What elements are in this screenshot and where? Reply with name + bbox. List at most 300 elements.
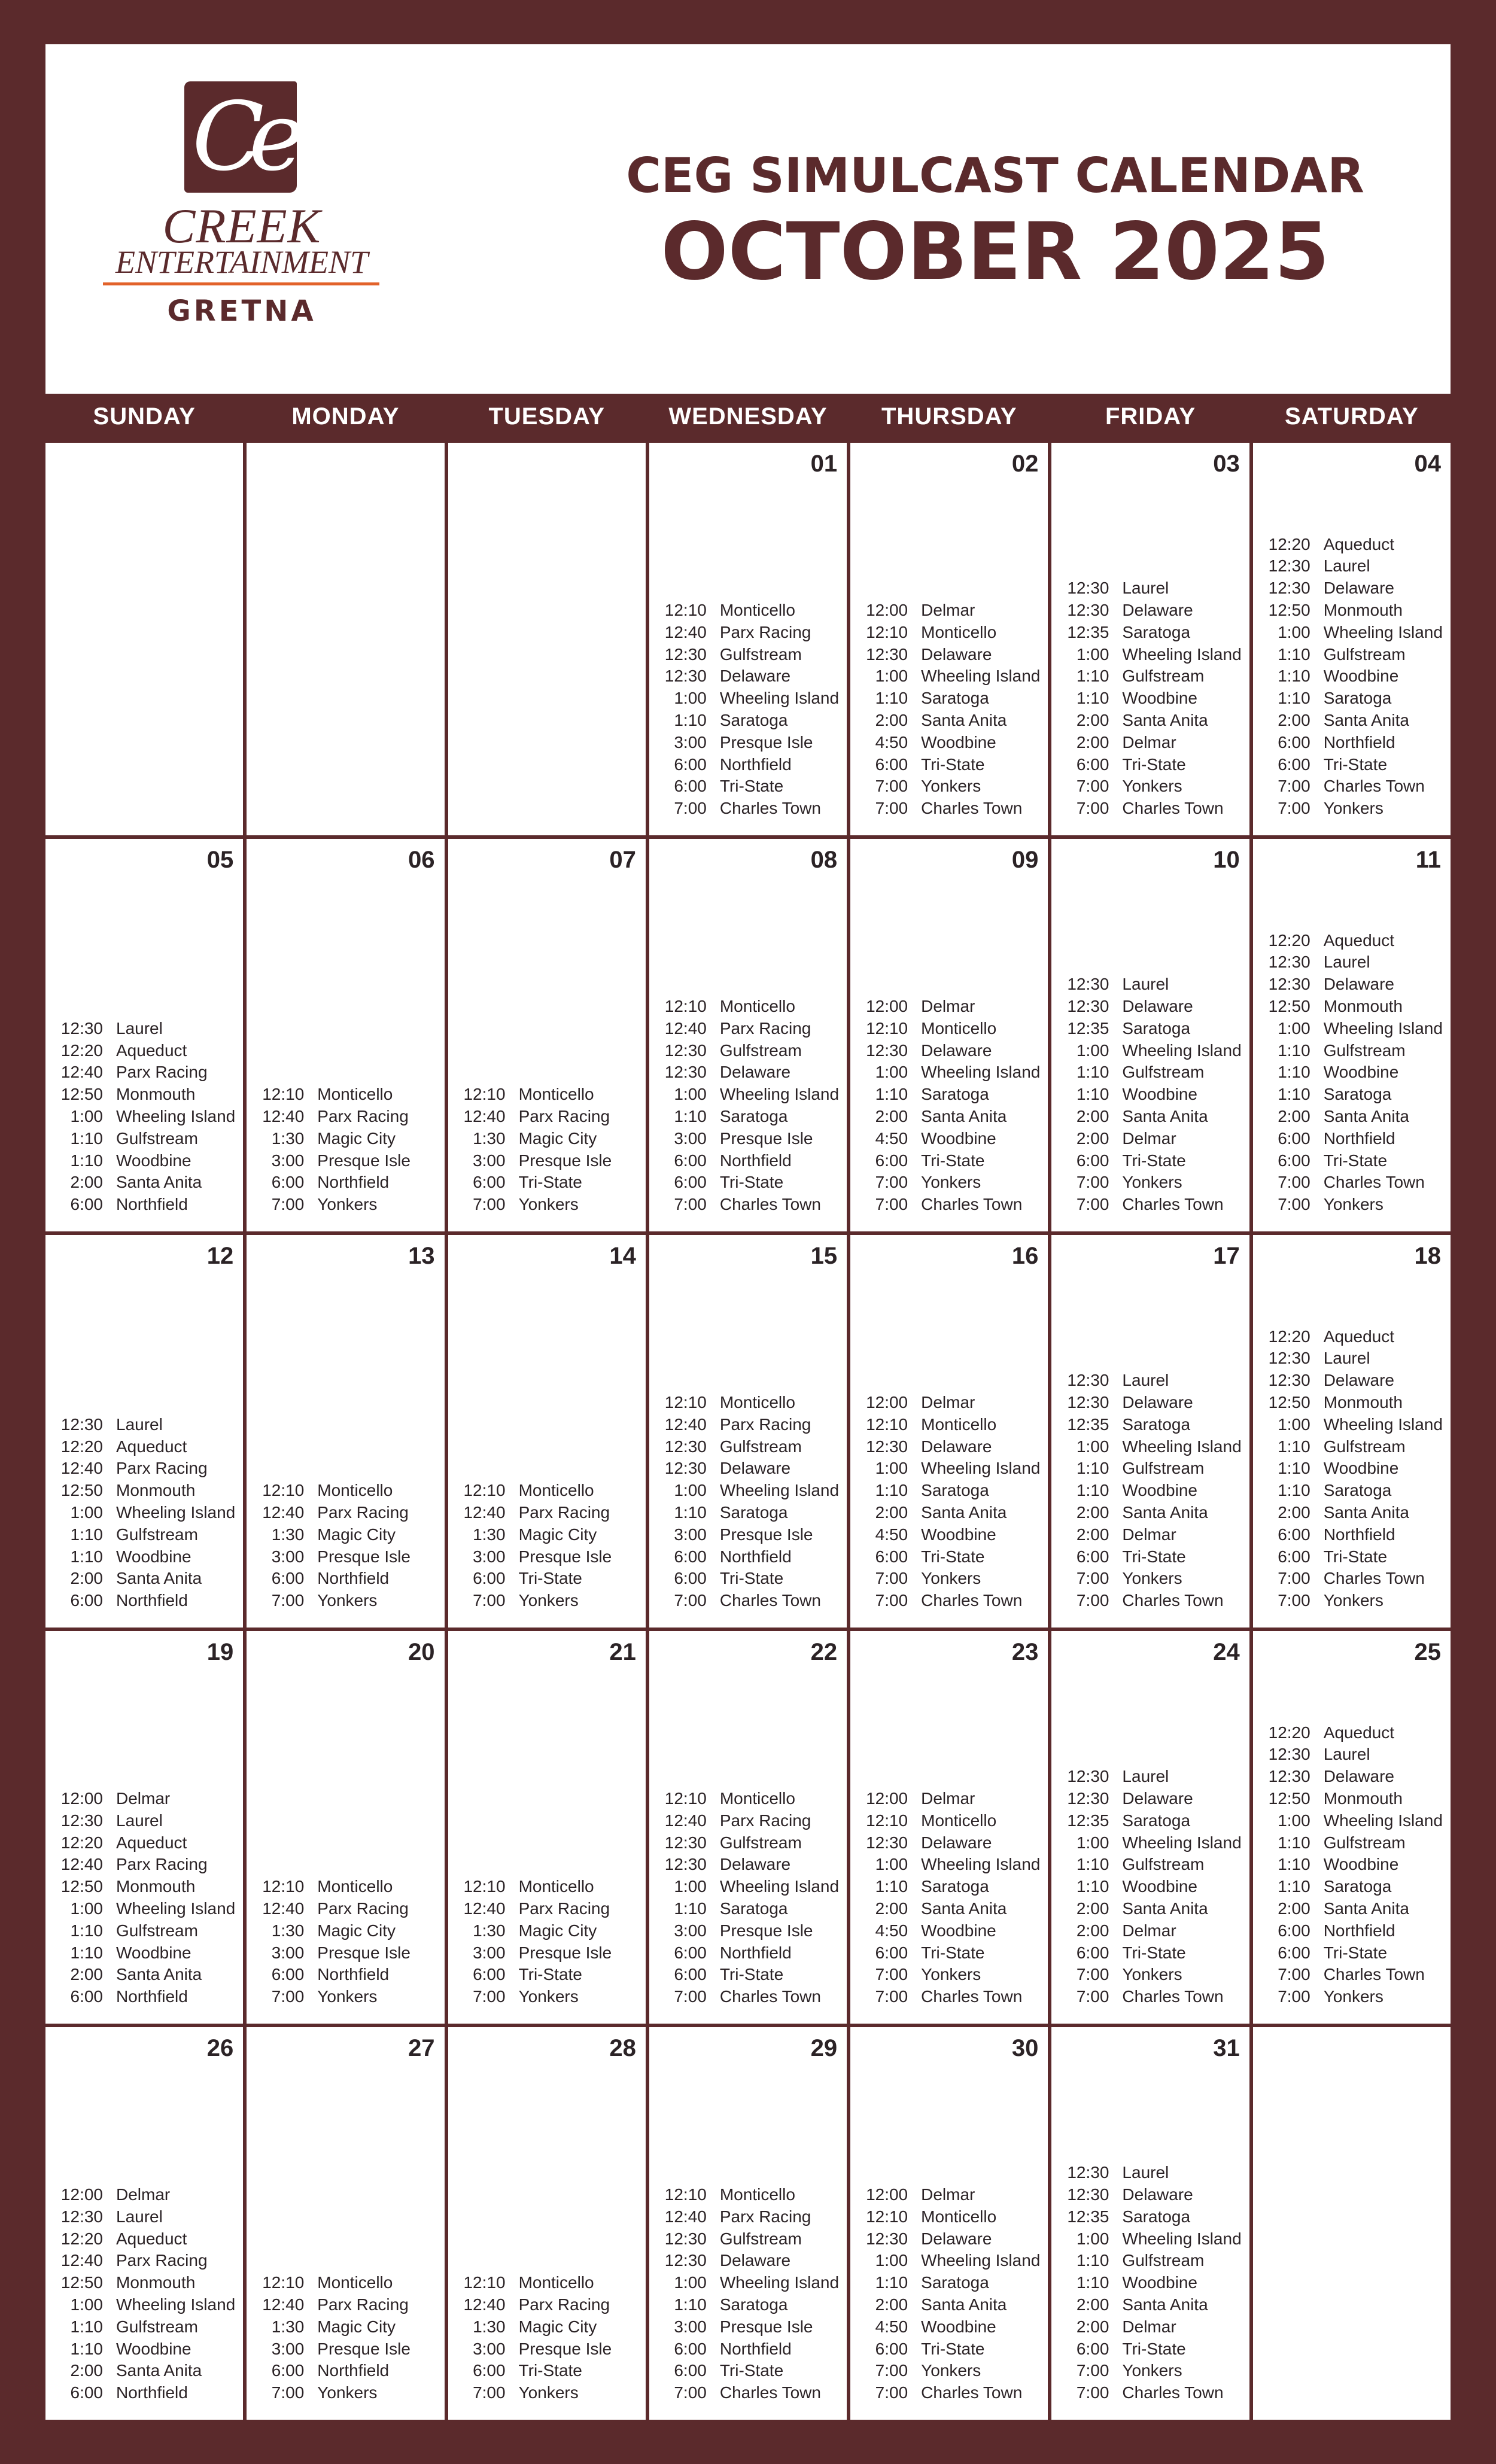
race-entry: [448, 2316, 646, 2338]
race-post-time: 1:00: [875, 1855, 908, 1874]
race-track-name: Yonkers: [317, 1987, 378, 2006]
race-track-name: Yonkers: [317, 2383, 378, 2402]
race-post-time: 12:30: [1067, 1789, 1109, 1808]
race-entry: [649, 1502, 847, 1524]
race-track-name: Santa Anita: [1323, 1107, 1409, 1126]
race-entry: [1253, 1766, 1451, 1788]
race-post-time: 12:00: [60, 2185, 103, 2204]
race-track-name: Charles Town: [921, 1987, 1023, 2006]
race-track-name: Woodbine: [1323, 667, 1399, 686]
race-entry: [448, 1942, 646, 1964]
race-track-name: Wheeling Island: [921, 2251, 1041, 2270]
race-entry: [1051, 1128, 1249, 1150]
race-track-name: Wheeling Island: [921, 1063, 1041, 1082]
race-track-name: Delaware: [719, 1855, 791, 1874]
race-entry: [1253, 1964, 1451, 1986]
race-entry: [45, 2272, 243, 2294]
race-post-time: 12:10: [262, 1877, 305, 1896]
race-track-name: Aqueduct: [116, 1041, 187, 1060]
race-track-name: Northfield: [317, 2361, 390, 2380]
race-post-time: 6:00: [1278, 1525, 1310, 1544]
race-entry: [649, 1964, 847, 1986]
race-track-name: Laurel: [1122, 975, 1169, 994]
race-entry: [649, 1458, 847, 1480]
race-post-time: 12:30: [664, 644, 707, 664]
race-post-time: 1:10: [1278, 644, 1310, 664]
race-track-name: Santa Anita: [1323, 1899, 1409, 1918]
race-track-name: Delaware: [719, 1063, 791, 1082]
race-entry: [1253, 1392, 1451, 1414]
race-schedule-list: [850, 1788, 1048, 2008]
race-entry: [850, 1392, 1048, 1414]
race-schedule-list: [1253, 1722, 1451, 2008]
race-entry: [45, 2338, 243, 2360]
creek-entertainment-logo: [104, 72, 379, 395]
race-entry: [850, 1436, 1048, 1458]
race-entry: [1051, 1414, 1249, 1436]
race-track-name: Magic City: [518, 1921, 597, 1940]
race-track-name: Magic City: [317, 1525, 396, 1544]
race-entry: [1051, 2250, 1249, 2272]
empty-day-cell: [45, 443, 243, 835]
race-entry: [1253, 1876, 1451, 1898]
race-track-name: Yonkers: [1122, 1965, 1182, 1984]
race-post-time: 2:00: [70, 1965, 103, 1984]
race-track-name: Monticello: [921, 1018, 997, 1038]
race-post-time: 6:00: [674, 2361, 707, 2380]
race-track-name: Delmar: [921, 997, 975, 1016]
race-track-name: Woodbine: [921, 1128, 996, 1148]
race-track-name: Charles Town: [921, 1591, 1023, 1610]
day-cell-12: [45, 1235, 243, 1628]
race-track-name: Wheeling Island: [719, 1481, 840, 1500]
race-track-name: Saratoga: [1323, 1877, 1392, 1896]
race-post-time: 7:00: [875, 1195, 908, 1214]
race-track-name: Yonkers: [1323, 1591, 1384, 1610]
weekday-header-saturday: SATURDAY: [1253, 394, 1451, 439]
day-cell-08: [649, 839, 847, 1231]
race-post-time: 12:10: [664, 601, 707, 620]
race-track-name: Parx Racing: [719, 1414, 811, 1434]
race-post-time: 3:00: [271, 1943, 305, 1962]
race-post-time: 6:00: [674, 1547, 707, 1566]
race-track-name: Yonkers: [921, 1569, 981, 1588]
race-post-time: 12:30: [1268, 1745, 1310, 1764]
race-post-time: 1:00: [875, 1459, 908, 1478]
race-entry: [649, 798, 847, 820]
race-post-time: 12:20: [60, 1437, 103, 1456]
race-post-time: 1:10: [1278, 1085, 1310, 1104]
race-track-name: Delaware: [921, 644, 992, 664]
race-entry: [850, 2272, 1048, 2294]
race-track-name: Wheeling Island: [1323, 1811, 1443, 1830]
race-post-time: 6:00: [674, 1943, 707, 1962]
race-track-name: Woodbine: [116, 1547, 191, 1566]
race-post-time: 7:00: [674, 2383, 707, 2402]
race-entry: [850, 1788, 1048, 1810]
race-entry: [448, 2382, 646, 2404]
logo-location: GRETNA: [167, 294, 317, 328]
race-track-name: Northfield: [719, 1151, 792, 1170]
race-entry: [850, 1942, 1048, 1964]
race-track-name: Tri-State: [518, 1965, 582, 1984]
race-track-name: Parx Racing: [317, 1503, 409, 1522]
race-entry: [247, 1480, 444, 1502]
day-number: 18: [1414, 1243, 1441, 1269]
race-track-name: Wheeling Island: [1323, 622, 1443, 641]
race-post-time: 1:10: [1076, 1459, 1109, 1478]
race-track-name: Parx Racing: [317, 1107, 409, 1126]
race-post-time: 1:30: [271, 1525, 305, 1544]
day-cell-21: [448, 1631, 646, 2024]
race-track-name: Parx Racing: [116, 1459, 208, 1478]
logo-name-line2: ENTERTAINMENT: [115, 244, 369, 280]
race-post-time: 4:50: [875, 732, 908, 752]
race-post-time: 7:00: [875, 1569, 908, 1588]
race-post-time: 6:00: [1278, 1151, 1310, 1170]
day-number: 03: [1213, 451, 1240, 477]
race-track-name: Presque Isle: [317, 1943, 411, 1962]
race-track-name: Woodbine: [1122, 1085, 1197, 1104]
race-post-time: 3:00: [473, 2339, 506, 2358]
race-track-name: Delmar: [1122, 1921, 1176, 1940]
race-entry: [247, 1172, 444, 1194]
day-number: 19: [206, 1639, 234, 1665]
race-track-name: Saratoga: [1122, 1414, 1191, 1434]
race-post-time: 1:10: [1076, 689, 1109, 708]
race-schedule-list: [1051, 577, 1249, 820]
race-post-time: 12:40: [60, 1855, 103, 1874]
race-post-time: 1:30: [473, 2317, 506, 2336]
race-track-name: Yonkers: [921, 2361, 981, 2380]
race-entry: [1051, 577, 1249, 600]
race-post-time: 1:10: [1076, 1877, 1109, 1896]
race-entry: [45, 1590, 243, 1612]
race-track-name: Aqueduct: [116, 1437, 187, 1456]
race-track-name: Woodbine: [921, 1525, 996, 1544]
race-track-name: Woodbine: [1122, 1877, 1197, 1896]
race-track-name: Monmouth: [116, 1481, 196, 1500]
race-entry: [45, 1502, 243, 1524]
day-cell-19: [45, 1631, 243, 2024]
race-track-name: Northfield: [719, 1547, 792, 1566]
race-post-time: 12:30: [1268, 556, 1310, 576]
race-track-name: Delaware: [1323, 1767, 1394, 1786]
race-post-time: 1:10: [875, 1085, 908, 1104]
race-entry: [850, 1128, 1048, 1150]
race-track-name: Yonkers: [1122, 2361, 1182, 2380]
race-entry: [1253, 1502, 1451, 1524]
race-track-name: Northfield: [116, 1987, 188, 2006]
day-number: 12: [206, 1243, 234, 1269]
race-entry: [45, 1061, 243, 1084]
day-number: 11: [1415, 847, 1441, 873]
race-track-name: Gulfstream: [1323, 1437, 1406, 1456]
race-track-name: Gulfstream: [116, 2317, 198, 2336]
race-track-name: Charles Town: [921, 799, 1023, 818]
race-entry: [1051, 1502, 1249, 1524]
day-cell-24: [1051, 1631, 1249, 2024]
race-entry: [649, 1810, 847, 1832]
race-entry: [45, 2360, 243, 2382]
race-entry: [649, 1150, 847, 1172]
race-post-time: 12:20: [60, 2229, 103, 2248]
race-entry: [1051, 2294, 1249, 2316]
race-track-name: Delmar: [1122, 2317, 1176, 2336]
race-track-name: Northfield: [719, 2339, 792, 2358]
race-track-name: Saratoga: [719, 2295, 788, 2314]
race-entry: [1051, 732, 1249, 754]
race-post-time: 1:00: [875, 2251, 908, 2270]
race-entry: [247, 1964, 444, 1986]
race-track-name: Presque Isle: [518, 1943, 612, 1962]
race-post-time: 6:00: [1278, 1921, 1310, 1940]
race-entry: [1051, 600, 1249, 622]
race-track-name: Monticello: [719, 1789, 795, 1808]
race-post-time: 1:10: [1278, 1481, 1310, 1500]
race-post-time: 12:30: [60, 1811, 103, 1830]
race-entry: [850, 1964, 1048, 1986]
race-track-name: Santa Anita: [116, 1173, 202, 1192]
race-entry: [247, 1502, 444, 1524]
race-track-name: Tri-State: [1122, 2339, 1186, 2358]
race-entry: [45, 2228, 243, 2250]
race-post-time: 12:40: [60, 2251, 103, 2270]
race-entry: [649, 1392, 847, 1414]
race-track-name: Northfield: [116, 1591, 188, 1610]
day-cell-07: [448, 839, 646, 1231]
race-entry: [448, 1920, 646, 1942]
race-track-name: Gulfstream: [116, 1921, 198, 1940]
race-entry: [1051, 1964, 1249, 1986]
race-track-name: Delaware: [921, 1833, 992, 1852]
race-track-name: Santa Anita: [921, 711, 1007, 730]
race-track-name: Woodbine: [921, 732, 996, 752]
race-track-name: Delmar: [116, 2185, 171, 2204]
race-entry: [45, 1458, 243, 1480]
race-track-name: Woodbine: [116, 2339, 191, 2358]
race-track-name: Monticello: [518, 1085, 594, 1104]
race-schedule-list: [247, 1480, 444, 1612]
race-entry: [649, 1986, 847, 2008]
race-track-name: Saratoga: [1122, 1018, 1191, 1038]
race-schedule-list: [649, 1788, 847, 2008]
race-post-time: 12:50: [60, 1085, 103, 1104]
race-track-name: Parx Racing: [719, 622, 811, 641]
race-track-name: Parx Racing: [116, 1855, 208, 1874]
race-post-time: 12:40: [664, 1414, 707, 1434]
race-track-name: Wheeling Island: [116, 1107, 236, 1126]
race-entry: [1253, 622, 1451, 644]
race-entry: [850, 1920, 1048, 1942]
weekday-header-sunday: SUNDAY: [45, 394, 243, 439]
race-track-name: Northfield: [719, 1943, 792, 1962]
race-post-time: 2:00: [70, 1173, 103, 1192]
race-entry: [850, 665, 1048, 688]
race-track-name: Aqueduct: [116, 1833, 187, 1852]
race-post-time: 12:35: [1067, 1811, 1109, 1830]
race-track-name: Northfield: [116, 1195, 188, 1214]
race-post-time: 12:50: [1268, 1789, 1310, 1808]
race-track-name: Santa Anita: [1323, 711, 1409, 730]
race-track-name: Tri-State: [719, 2361, 784, 2380]
day-cell-22: [649, 1631, 847, 2024]
race-track-name: Delmar: [116, 1789, 171, 1808]
race-track-name: Gulfstream: [719, 1041, 802, 1060]
race-post-time: 12:30: [1268, 1371, 1310, 1390]
race-post-time: 12:30: [866, 1437, 908, 1456]
race-track-name: Yonkers: [317, 1591, 378, 1610]
race-post-time: 7:00: [1076, 1195, 1109, 1214]
race-entry: [247, 2316, 444, 2338]
race-post-time: 2:00: [1076, 1899, 1109, 1918]
race-entry: [1253, 1590, 1451, 1612]
race-entry: [1253, 1172, 1451, 1194]
race-track-name: Monticello: [719, 2185, 795, 2204]
day-cell-31: [1051, 2027, 1249, 2420]
race-post-time: 7:00: [674, 1987, 707, 2006]
race-entry: [850, 1502, 1048, 1524]
race-entry: [45, 1986, 243, 2008]
race-entry: [1253, 754, 1451, 776]
race-track-name: Charles Town: [1122, 2383, 1224, 2402]
race-post-time: 12:50: [1268, 997, 1310, 1016]
race-track-name: Wheeling Island: [921, 1855, 1041, 1874]
day-cell-28: [448, 2027, 646, 2420]
race-post-time: 7:00: [271, 1591, 305, 1610]
race-track-name: Santa Anita: [1323, 1503, 1409, 1522]
race-post-time: 6:00: [674, 1173, 707, 1192]
race-track-name: Charles Town: [1122, 799, 1224, 818]
race-entry: [850, 2184, 1048, 2206]
race-schedule-list: [1051, 2162, 1249, 2404]
race-track-name: Tri-State: [719, 777, 784, 796]
race-track-name: Santa Anita: [1122, 711, 1208, 730]
race-post-time: 1:10: [674, 1899, 707, 1918]
race-track-name: Yonkers: [518, 2383, 579, 2402]
race-entry: [45, 2316, 243, 2338]
race-post-time: 12:40: [262, 1899, 305, 1918]
calendar-title: OCTOBER 2025: [661, 206, 1330, 298]
race-entry: [45, 1854, 243, 1876]
race-entry: [1253, 534, 1451, 556]
race-entry: [1253, 555, 1451, 577]
race-post-time: 12:30: [664, 1459, 707, 1478]
race-entry: [649, 1546, 847, 1568]
race-post-time: 12:30: [1268, 579, 1310, 598]
race-track-name: Santa Anita: [116, 2361, 202, 2380]
race-post-time: 12:40: [664, 622, 707, 641]
race-post-time: 12:40: [463, 2295, 506, 2314]
race-entry: [649, 775, 847, 798]
race-track-name: Woodbine: [1323, 1855, 1399, 1874]
race-track-name: Magic City: [317, 1921, 396, 1940]
race-entry: [649, 665, 847, 688]
race-entry: [448, 1106, 646, 1128]
race-track-name: Delaware: [719, 1459, 791, 1478]
race-entry: [850, 2382, 1048, 2404]
race-entry: [1051, 798, 1249, 820]
race-track-name: Yonkers: [1323, 1195, 1384, 1214]
race-entry: [448, 1590, 646, 1612]
race-post-time: 3:00: [674, 1128, 707, 1148]
race-track-name: Yonkers: [1122, 1569, 1182, 1588]
race-track-name: Delaware: [719, 2251, 791, 2270]
race-post-time: 12:50: [1268, 601, 1310, 620]
race-entry: [649, 2228, 847, 2250]
race-post-time: 1:10: [1076, 1481, 1109, 1500]
race-track-name: Woodbine: [1122, 1481, 1197, 1500]
race-post-time: 12:35: [1067, 622, 1109, 641]
race-track-name: Delmar: [921, 2185, 975, 2204]
race-entry: [1253, 1524, 1451, 1546]
race-track-name: Parx Racing: [518, 1899, 610, 1918]
race-entry: [1051, 1172, 1249, 1194]
day-cell-15: [649, 1235, 847, 1628]
race-schedule-list: [448, 1084, 646, 1216]
race-entry: [1051, 644, 1249, 666]
race-entry: [1051, 1788, 1249, 1810]
race-post-time: 12:00: [866, 1789, 908, 1808]
race-track-name: Tri-State: [518, 1569, 582, 1588]
race-post-time: 6:00: [1278, 1128, 1310, 1148]
race-track-name: Aqueduct: [1323, 534, 1395, 553]
race-schedule-list: [1253, 534, 1451, 820]
day-cell-25: [1253, 1631, 1451, 2024]
day-number: 08: [810, 847, 838, 873]
race-track-name: Monmouth: [116, 1877, 196, 1896]
race-post-time: 1:10: [1076, 1063, 1109, 1082]
day-number: 06: [408, 847, 435, 873]
race-entry: [1051, 996, 1249, 1018]
race-entry: [45, 1480, 243, 1502]
race-entry: [1051, 1084, 1249, 1106]
race-post-time: 12:30: [866, 1041, 908, 1060]
race-entry: [1253, 710, 1451, 732]
race-track-name: Laurel: [1323, 556, 1370, 576]
race-track-name: Charles Town: [921, 1195, 1023, 1214]
race-track-name: Aqueduct: [1323, 930, 1395, 950]
race-entry: [1253, 688, 1451, 710]
race-post-time: 1:10: [875, 689, 908, 708]
race-entry: [649, 1106, 847, 1128]
race-entry: [850, 1810, 1048, 1832]
race-post-time: 1:30: [473, 1525, 506, 1544]
race-entry: [850, 1414, 1048, 1436]
race-post-time: 12:30: [1067, 997, 1109, 1016]
race-track-name: Monticello: [719, 601, 795, 620]
race-post-time: 12:40: [664, 1018, 707, 1038]
race-post-time: 1:00: [1278, 1414, 1310, 1434]
race-track-name: Presque Isle: [518, 1547, 612, 1566]
race-entry: [1253, 1326, 1451, 1348]
race-track-name: Presque Isle: [719, 1921, 813, 1940]
race-post-time: 1:10: [70, 2317, 103, 2336]
race-post-time: 1:10: [1278, 667, 1310, 686]
race-entry: [45, 2250, 243, 2272]
race-entry: [649, 1590, 847, 1612]
race-entry: [247, 1590, 444, 1612]
race-entry: [1051, 1898, 1249, 1920]
race-post-time: 7:00: [674, 1591, 707, 1610]
race-schedule-list: [448, 2272, 646, 2404]
weekday-header-friday: FRIDAY: [1051, 394, 1249, 439]
race-entry: [247, 1986, 444, 2008]
race-post-time: 2:00: [1076, 2317, 1109, 2336]
race-post-time: 1:00: [875, 667, 908, 686]
race-post-time: 12:30: [1067, 579, 1109, 598]
day-cell-23: [850, 1631, 1048, 2024]
